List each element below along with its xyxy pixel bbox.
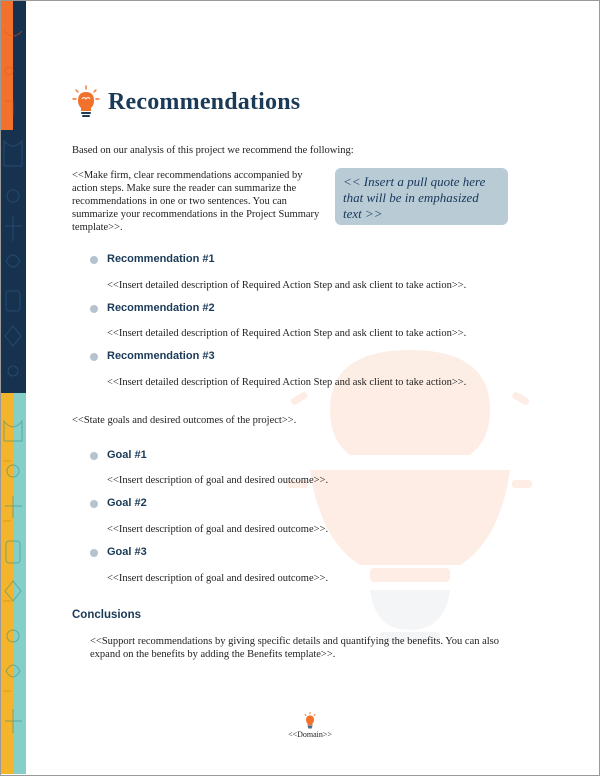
goal-2-heading: Goal #2 xyxy=(107,497,147,509)
recommendation-1-description: <<Insert detailed description of Required Action Step and ask client to take action>>. xyxy=(107,280,467,291)
goal-1-description: <<Insert description of goal and desired outcome>>. xyxy=(107,475,329,486)
goals-intro-text: <<State goals and desired outcomes of the project>>. xyxy=(72,415,297,426)
lightbulb-brain-watermark-icon xyxy=(270,340,550,660)
bullet-icon xyxy=(90,500,98,508)
lightbulb-brain-icon xyxy=(72,85,100,119)
page-footer xyxy=(250,712,370,739)
page-title: Recommendations xyxy=(108,88,301,115)
goal-3-heading: Goal #3 xyxy=(107,546,147,558)
bullet-icon xyxy=(90,353,98,361)
bullet-icon xyxy=(90,305,98,313)
goal-2-description: <<Insert description of goal and desired outcome>>. xyxy=(107,524,329,535)
bullet-icon xyxy=(90,452,98,460)
intro-text: Based on our analysis of this project we recommend the following: xyxy=(72,145,354,156)
pull-quote: << Insert a pull quote here that will be in emphasized text >> xyxy=(335,168,508,225)
recommendation-1-heading: Recommendation #1 xyxy=(107,253,215,265)
band-doodle-pattern xyxy=(1,1,26,774)
recommendation-3-description: <<Insert detailed description of Required Action Step and ask client to take action>>. xyxy=(107,377,467,388)
goal-1-heading: Goal #1 xyxy=(107,449,147,461)
bullet-icon xyxy=(90,549,98,557)
footer-domain-text: <<Domain>> xyxy=(288,730,332,739)
lightbulb-brain-icon xyxy=(303,712,317,729)
conclusions-heading: Conclusions xyxy=(72,609,142,621)
conclusions-text: <<Support recommendations by giving specific details and quantifying the benefits. You can also expand on the benefits by adding the Benefits template>>. xyxy=(90,636,500,660)
recommendation-2-heading: Recommendation #2 xyxy=(107,302,215,314)
recommendation-3-heading: Recommendation #3 xyxy=(107,350,215,362)
goal-3-description: <<Insert description of goal and desired outcome>>. xyxy=(107,573,329,584)
bullet-icon xyxy=(90,256,98,264)
recommendation-2-description: <<Insert detailed description of Required Action Step and ask client to take action>>. xyxy=(107,328,467,339)
page-header xyxy=(72,84,300,120)
recommendations-summary-paragraph: <<Make firm, clear recommendations accompanied by action steps. Make sure the reader can summarize the recommendations in one or two sentences. You can summarize your recommendations in the Project Summary template>>. xyxy=(72,170,320,233)
